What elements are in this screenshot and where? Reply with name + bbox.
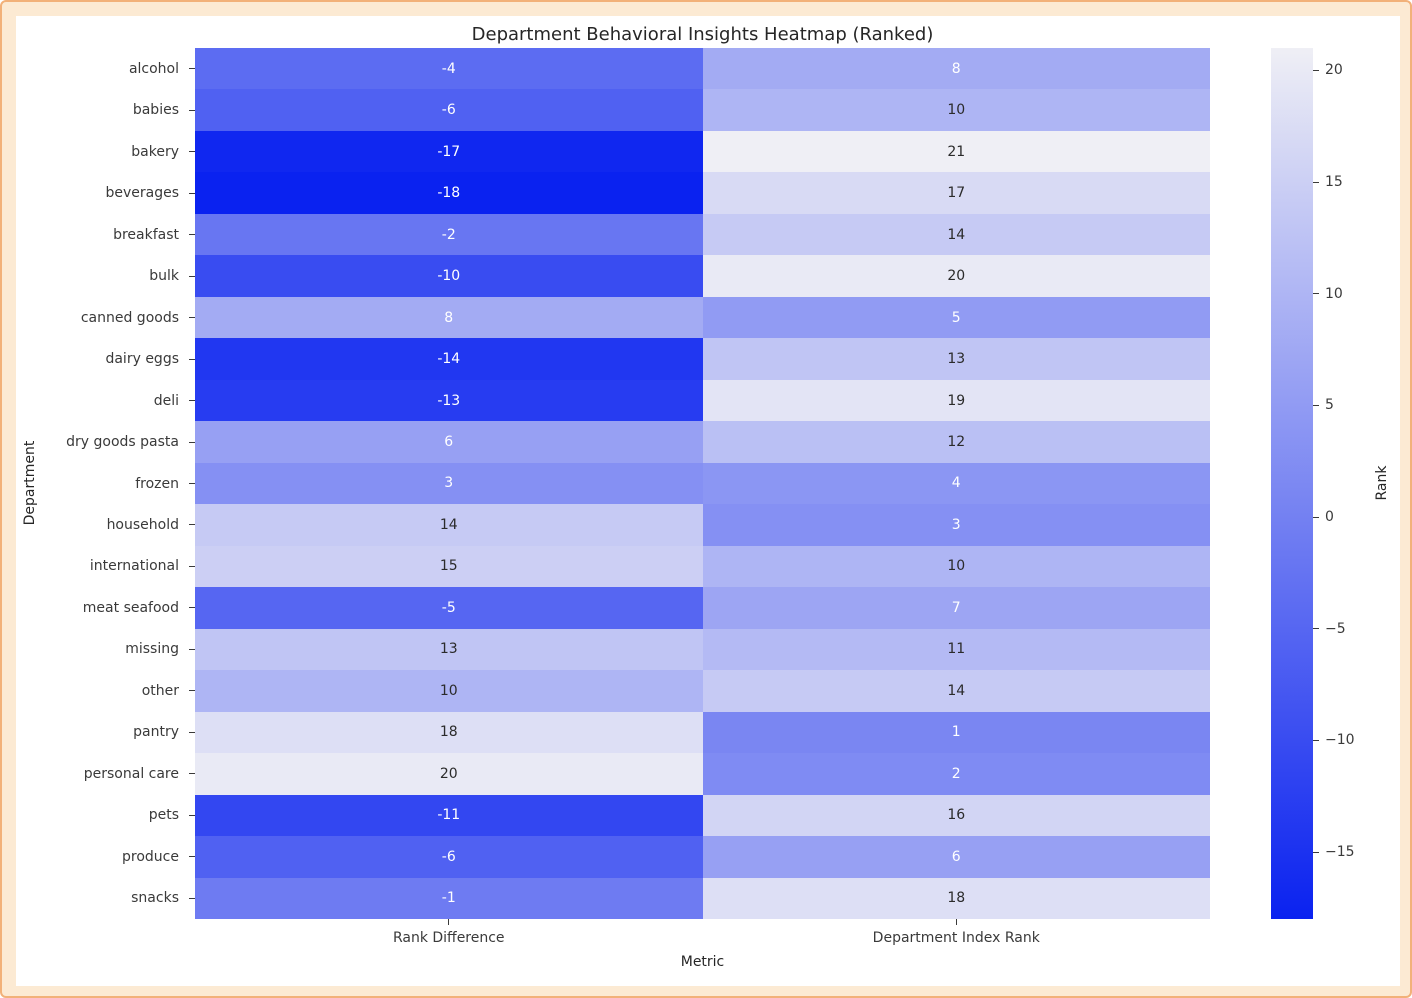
y-tick-label: international xyxy=(89,558,179,575)
y-tick-label: pets xyxy=(148,807,179,824)
heatmap-cell-value: 14 xyxy=(947,226,966,243)
heatmap-cell xyxy=(195,297,703,338)
heatmap-cell xyxy=(703,255,1211,296)
heatmap-cell-value: 4 xyxy=(951,475,961,492)
y-tick-mark xyxy=(189,68,195,69)
heatmap-cell xyxy=(195,380,703,421)
y-tick-mark xyxy=(189,276,195,277)
heatmap-cell xyxy=(195,504,703,545)
y-tick-mark xyxy=(189,524,195,525)
colorbar-tick-label: 0 xyxy=(1325,509,1334,525)
y-tick-label: bakery xyxy=(131,143,179,160)
heatmap-cell xyxy=(703,836,1211,877)
heatmap-cell-value: -11 xyxy=(437,807,461,824)
heatmap-cell xyxy=(195,546,703,587)
x-axis-label: Metric xyxy=(680,954,725,970)
heatmap-cell-value: 10 xyxy=(439,682,458,699)
y-tick-label: personal care xyxy=(83,765,179,782)
y-tick-mark xyxy=(189,690,195,691)
heatmap-cell-value: 3 xyxy=(444,475,454,492)
colorbar-tick-mark xyxy=(1313,852,1319,853)
heatmap-cell-value: 5 xyxy=(951,309,961,326)
colorbar-tick-mark xyxy=(1313,628,1319,629)
heatmap-cell-value: -18 xyxy=(437,185,461,202)
heatmap-cell xyxy=(195,255,703,296)
figure-canvas xyxy=(16,16,1400,986)
y-tick-mark xyxy=(189,234,195,235)
y-tick-label: meat seafood xyxy=(82,599,179,616)
y-tick-mark xyxy=(189,732,195,733)
y-tick-mark xyxy=(189,649,195,650)
heatmap-cell xyxy=(195,629,703,670)
y-tick-mark xyxy=(189,110,195,111)
chart-title: Department Behavioral Insights Heatmap (Ranked) xyxy=(471,24,934,45)
heatmap-cell-value: -6 xyxy=(441,848,456,865)
colorbar-tick-label: 20 xyxy=(1325,62,1343,79)
y-tick-label: pantry xyxy=(133,724,179,741)
heatmap-cell xyxy=(195,48,703,89)
heatmap-cell xyxy=(703,214,1211,255)
heatmap-cell xyxy=(703,878,1211,919)
heatmap-cell-value: 15 xyxy=(439,558,458,575)
heatmap-cell-value: 6 xyxy=(951,848,961,865)
colorbar-tick-mark xyxy=(1313,182,1319,183)
y-tick-label: breakfast xyxy=(113,226,179,243)
heatmap-cell xyxy=(703,670,1211,711)
heatmap-cell-value: 10 xyxy=(947,558,966,575)
y-tick-label: beverages xyxy=(105,185,179,202)
heatmap-cell xyxy=(703,89,1211,130)
heatmap-cell xyxy=(195,131,703,172)
colorbar-tick-mark xyxy=(1313,517,1319,518)
y-tick-mark xyxy=(189,856,195,857)
y-tick-label: dairy eggs xyxy=(105,351,179,368)
y-tick-mark xyxy=(189,359,195,360)
y-tick-mark xyxy=(189,151,195,152)
y-tick-mark xyxy=(189,400,195,401)
colorbar-tick-mark xyxy=(1313,70,1319,71)
colorbar-tick-mark xyxy=(1313,293,1319,294)
heatmap-cell-value: 20 xyxy=(439,765,458,782)
colorbar-tick-label: 15 xyxy=(1325,174,1343,190)
y-tick-mark xyxy=(189,815,195,816)
heatmap-cell-value: -10 xyxy=(437,268,461,285)
heatmap-cell-value: 14 xyxy=(947,682,966,699)
heatmap-cell xyxy=(703,338,1211,379)
heatmap-cell-value: -14 xyxy=(437,351,461,368)
heatmap-cell-value: 8 xyxy=(444,309,454,326)
heatmap-cell-value: -2 xyxy=(441,226,456,243)
y-tick-label: alcohol xyxy=(128,60,179,77)
heatmap-cell xyxy=(195,753,703,794)
heatmap-cell-value: 2 xyxy=(951,765,961,782)
heatmap-cell xyxy=(195,878,703,919)
heatmap-cell xyxy=(703,463,1211,504)
heatmap-cell xyxy=(195,670,703,711)
heatmap-cell-value: 7 xyxy=(951,599,961,616)
colorbar-tick-label: 10 xyxy=(1325,285,1343,302)
heatmap-cell xyxy=(703,546,1211,587)
heatmap-cell-value: 13 xyxy=(947,351,966,368)
heatmap-cell xyxy=(195,214,703,255)
y-tick-mark xyxy=(189,442,195,443)
y-tick-label: frozen xyxy=(135,475,179,492)
heatmap-cell xyxy=(703,753,1211,794)
heatmap-cell xyxy=(703,421,1211,462)
colorbar-tick-mark xyxy=(1313,740,1319,741)
y-tick-mark xyxy=(189,773,195,774)
y-tick-label: dry goods pasta xyxy=(66,434,179,451)
colorbar-tick-label: 5 xyxy=(1325,397,1334,414)
heatmap-cell-value: 6 xyxy=(444,434,454,451)
y-tick-label: produce xyxy=(122,848,179,865)
heatmap-cell-value: 19 xyxy=(947,392,966,409)
heatmap-cell-value: 13 xyxy=(439,641,458,658)
colorbar-gradient xyxy=(1271,48,1313,919)
heatmap-cell xyxy=(195,89,703,130)
heatmap-cell-value: 20 xyxy=(947,268,966,285)
heatmap-cell xyxy=(703,795,1211,836)
y-tick-label: bulk xyxy=(149,268,179,285)
heatmap-cell xyxy=(195,172,703,213)
x-tick-mark xyxy=(448,919,449,925)
heatmap-cell-value: -4 xyxy=(441,60,456,77)
heatmap-grid xyxy=(195,48,1210,919)
y-tick-label: snacks xyxy=(131,890,179,907)
colorbar-tick-label: −5 xyxy=(1325,620,1346,637)
heatmap-cell xyxy=(195,795,703,836)
heatmap-cell-value: 18 xyxy=(947,890,966,907)
x-tick-label: Rank Difference xyxy=(392,930,505,946)
y-tick-mark xyxy=(189,193,195,194)
heatmap-cell xyxy=(195,338,703,379)
heatmap-cell-value: 11 xyxy=(947,641,966,658)
heatmap-cell-value: 3 xyxy=(951,516,961,533)
y-axis-label: Department xyxy=(22,440,38,526)
y-tick-label: canned goods xyxy=(80,309,179,326)
heatmap-cell xyxy=(195,587,703,628)
y-tick-mark xyxy=(189,898,195,899)
heatmap-cell-value: -17 xyxy=(437,143,461,160)
colorbar-label: Rank xyxy=(1374,465,1390,501)
y-tick-label: deli xyxy=(153,392,179,409)
heatmap-cell-value: -13 xyxy=(437,392,461,409)
y-tick-label: babies xyxy=(132,102,179,119)
y-tick-label: household xyxy=(106,516,179,533)
heatmap-cell xyxy=(703,504,1211,545)
colorbar-tick-mark xyxy=(1313,405,1319,406)
heatmap-cell xyxy=(195,836,703,877)
heatmap-cell-value: 16 xyxy=(947,807,966,824)
heatmap-cell-value: 10 xyxy=(947,102,966,119)
heatmap-cell xyxy=(703,297,1211,338)
y-tick-mark xyxy=(189,317,195,318)
y-tick-mark xyxy=(189,607,195,608)
heatmap-cell xyxy=(195,463,703,504)
heatmap-cell-value: 18 xyxy=(439,724,458,741)
heatmap-cell xyxy=(703,172,1211,213)
heatmap-cell-value: 14 xyxy=(439,516,458,533)
heatmap-cell xyxy=(195,421,703,462)
colorbar-tick-label: −10 xyxy=(1325,732,1355,749)
heatmap-cell-value: -5 xyxy=(441,599,456,616)
y-tick-mark xyxy=(189,483,195,484)
y-tick-label: other xyxy=(141,682,179,699)
heatmap-cell xyxy=(703,629,1211,670)
y-tick-mark xyxy=(189,566,195,567)
heatmap-cell xyxy=(703,131,1211,172)
y-tick-label: missing xyxy=(125,641,179,658)
heatmap-cell-value: -6 xyxy=(441,102,456,119)
heatmap-cell-value: 21 xyxy=(947,143,966,160)
heatmap-cell-value: 12 xyxy=(947,434,966,451)
heatmap-cell-value: 1 xyxy=(951,724,961,741)
heatmap-cell-value: 17 xyxy=(947,185,966,202)
heatmap-cell xyxy=(703,380,1211,421)
colorbar-tick-label: −15 xyxy=(1325,844,1355,860)
x-tick-label: Department Index Rank xyxy=(872,930,1040,946)
x-tick-mark xyxy=(956,919,957,925)
heatmap-cell xyxy=(195,712,703,753)
heatmap-cell-value: -1 xyxy=(441,890,456,907)
heatmap-cell xyxy=(703,712,1211,753)
heatmap-cell xyxy=(703,587,1211,628)
heatmap-cell-value: 8 xyxy=(951,60,961,77)
heatmap-cell xyxy=(703,48,1211,89)
